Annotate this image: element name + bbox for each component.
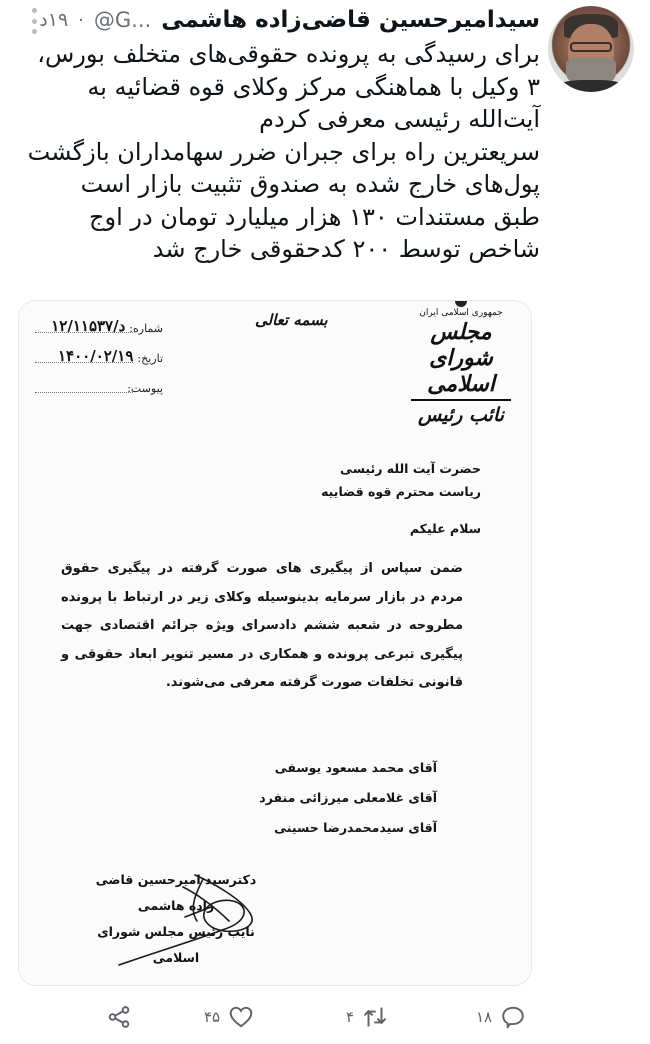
lawyer-item: آقای غلامعلی میرزائی منفرد xyxy=(259,790,437,805)
date-row xyxy=(31,335,163,365)
letterhead-divider xyxy=(411,399,511,401)
tweet-media-image[interactable] xyxy=(18,300,532,986)
letter-date: ۱۴۰۰/۰۲/۱۹ xyxy=(57,347,134,365)
addressee-line: حضرت آیت الله رئیسی xyxy=(340,461,481,476)
attachment-row xyxy=(31,365,163,395)
tweet-line: برای رسیدگی به پرونده حقوقی‌های متخلف بورس، xyxy=(37,40,540,68)
share-button[interactable] xyxy=(106,1004,132,1030)
more-dot xyxy=(32,19,37,24)
like-button[interactable] xyxy=(204,1004,254,1030)
tweet-line: ۳ وکیل با هماهنگی مرکز وکلای قوه قضائیه به xyxy=(87,72,540,101)
tweet-line: آیت‌الله رئیسی معرفی کردم xyxy=(259,105,540,133)
office-role: نائب رئیس xyxy=(417,404,505,426)
attachment-underline xyxy=(35,392,133,393)
date-underline xyxy=(35,362,133,363)
letter-reference-block xyxy=(31,305,163,395)
author-name[interactable]: سیدامیرحسین قاضی‌زاده هاشمی xyxy=(161,7,540,33)
tweet-line: سریعترین راه برای جبران ضرر سهامداران بازگشت xyxy=(27,137,540,166)
heart-icon xyxy=(228,1004,254,1030)
addressee-line: ریاست محترم قوه قضاییه xyxy=(321,484,481,499)
lawyer-item: آقای سیدمحمدرضا حسینی xyxy=(274,820,437,835)
more-dot xyxy=(32,29,37,34)
avatar-glasses xyxy=(570,42,612,52)
tweet-body xyxy=(0,38,540,266)
ref-number: د/۱۲/۱۱۵۳۷ xyxy=(51,317,126,335)
ref-number-label: شماره: xyxy=(129,322,163,335)
more-dot xyxy=(32,8,37,13)
more-vertical-icon[interactable] xyxy=(28,8,40,34)
attachment-label: پیوست: xyxy=(127,382,163,395)
salutation: سلام علیکم xyxy=(409,521,481,536)
reply-count: ۱۸ xyxy=(476,1008,493,1026)
tweet-actions xyxy=(0,1000,650,1040)
share-icon xyxy=(106,1004,132,1030)
retweet-button[interactable] xyxy=(346,1004,388,1030)
emblem-icon xyxy=(455,300,467,307)
like-count: ۴۵ xyxy=(204,1008,221,1026)
tweet-line: شاخص توسط ۲۰۰ کدحقوقی خارج شد xyxy=(152,235,540,263)
retweet-icon xyxy=(362,1004,388,1030)
addressee xyxy=(61,457,481,503)
tweet-line: طبق مستندات ۱۳۰ هزار میلیارد تومان در اوج xyxy=(89,202,540,231)
reply-icon xyxy=(500,1004,526,1030)
timestamp[interactable]: ۱۹د xyxy=(39,9,69,31)
tweet-header xyxy=(39,4,540,36)
majlis-letterhead xyxy=(405,300,517,427)
ref-underline xyxy=(35,332,133,333)
lawyer-list xyxy=(137,753,437,843)
bismillah-heading: بسمه تعالی xyxy=(255,311,328,329)
signer-name: دکترسید امیرحسین قاضی زاده هاشمی xyxy=(95,872,257,913)
lawyer-item: آقای محمد مسعود یوسفی xyxy=(274,760,437,775)
avatar-shirt xyxy=(554,80,628,92)
retweet-count: ۴ xyxy=(346,1008,355,1026)
majlis-label: مجلس شورای اسلامی xyxy=(427,319,495,397)
official-letter xyxy=(19,301,531,985)
date-label: تاریخ: xyxy=(137,352,163,365)
avatar[interactable] xyxy=(548,6,634,92)
signature-block xyxy=(81,867,271,971)
reply-button[interactable] xyxy=(476,1004,526,1030)
republic-label: جمهوری اسلامی ایران xyxy=(419,308,503,318)
tweet-line: پول‌های خارج شده به صندوق تثبیت بازار است xyxy=(80,170,540,198)
separator-dot: · xyxy=(78,9,84,31)
author-handle[interactable]: @G... xyxy=(93,8,152,32)
ref-number-row xyxy=(31,305,163,335)
signer-title: نایب رئیس مجلس شورای اسلامی xyxy=(97,924,255,965)
letter-paragraph: ضمن سپاس از پیگیری های صورت گرفته در پیگیری حقوق مردم در بازار سرمایه بدینوسیله وکلای زیر در ارتباط با پرونده مطروحه در شعبه ششم دادسرای ویژه جرائم اقتصادی جهت پیگیری تبرعی پرونده و همکاری در مسیر تنویر ابعاد حقوقی و قانونی تخلفات صورت گرفته معرفی می‌شوند. xyxy=(61,561,463,690)
